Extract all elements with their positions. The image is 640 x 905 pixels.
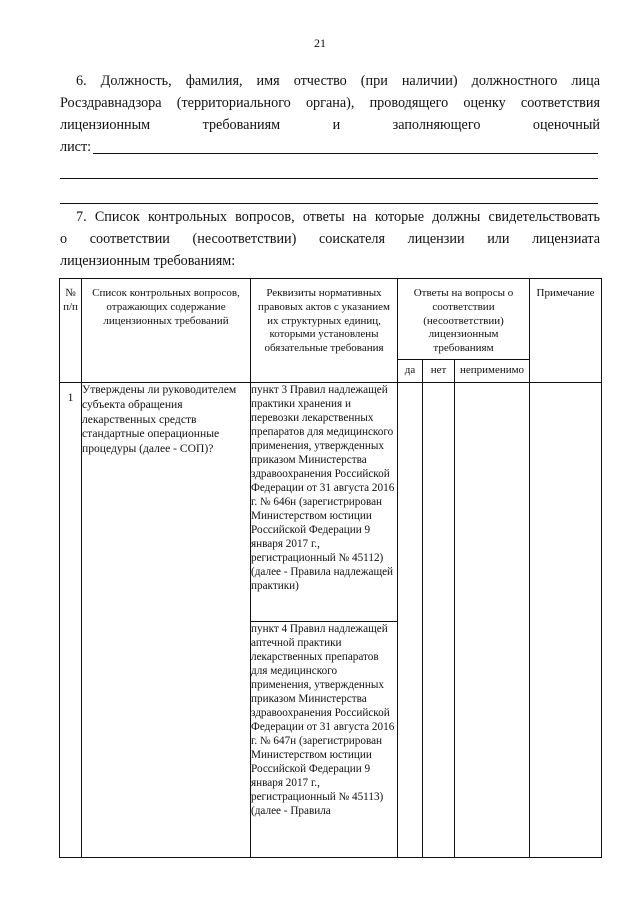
table-row xyxy=(60,383,602,622)
word: (несоответствии) xyxy=(192,231,297,247)
header-note: Примечание xyxy=(530,279,602,383)
section-6-line-1 xyxy=(60,70,600,92)
word: требованиям xyxy=(202,117,281,133)
word: и xyxy=(332,117,341,133)
word: соискателя xyxy=(319,231,385,247)
table-header-row xyxy=(60,279,602,360)
section-7-line-3: лицензионным требованиям: xyxy=(60,253,236,269)
row-1-requisite-2: пункт 4 Правил надлежащей аптечной практики лекарственных препаратов для медицинского применения, утвержденных приказом Министерства здравоохранения Российской Федерации от 31 августа 2016 г. № 647н (зарегистрирован Министерством юстиции Российской Федерации 9 января 2017 г., регистрационный № 45113) (далее - Правила xyxy=(251,622,398,858)
row-1-number: 1 xyxy=(60,383,82,858)
row-1-requisite-1: пункт 3 Правил надлежащей практики хранения и перевозки лекарственных препаратов для медицинского применения, утвержденных приказом Министерства здравоохранения Российской Федерации от 31 августа 2016 г. № 646н (зарегистрирован Министерством юстиции Российской Федерации 9 января 2017 г., регистрационный № 45112) (далее - Правила надлежащей практики) xyxy=(251,383,398,622)
word: оценочный xyxy=(532,117,601,133)
row-1-note-cell[interactable] xyxy=(530,383,602,858)
header-answers: Ответы на вопросы о соответствии (несоответствии) лицензионным требованиям xyxy=(398,279,530,360)
word: заполняющего xyxy=(392,117,481,133)
section-6-line-3 xyxy=(60,114,600,136)
checklist-table xyxy=(59,278,602,858)
official-name-blank-line-1[interactable] xyxy=(60,178,598,179)
section-7-line-1 xyxy=(60,206,600,228)
header-questions: Список контрольных вопросов, отражающих содержание лицензионных требований xyxy=(82,279,251,383)
official-name-fill-line[interactable] xyxy=(93,153,598,154)
section-7-line-2 xyxy=(60,228,600,250)
section-6-line-2: Росздравнадзора (территориального органа), проводящего оценку соответствия xyxy=(60,95,600,111)
row-1-question: Утверждены ли руководителем субъекта обращения лекарственных средств стандартные операционные процедуры (далее - СОП)? xyxy=(82,383,251,858)
section-6-line-1-text: 6. Должность, фамилия, имя отчество (при наличии) должностного лица xyxy=(76,73,600,89)
word: лицензии xyxy=(407,231,465,247)
page-number: 21 xyxy=(314,36,326,50)
official-name-blank-line-2[interactable] xyxy=(60,203,598,204)
section-7-line-1-text: 7. Список контрольных вопросов, ответы на которые должны свидетельствовать xyxy=(76,209,600,225)
header-number: № п/п xyxy=(60,279,82,383)
section-6-sheet-label: лист: xyxy=(60,139,92,155)
word: лицензионным xyxy=(60,117,151,133)
header-requisites: Реквизиты нормативных правовых актов с указанием их структурных единиц, которыми установлены обязательные требования xyxy=(251,279,398,383)
section-7-paragraph xyxy=(60,206,600,272)
row-1-answer-na-cell[interactable] xyxy=(455,383,530,858)
header-answer-no: нет xyxy=(423,360,455,383)
header-answer-yes: да xyxy=(398,360,423,383)
section-6-paragraph xyxy=(60,70,600,158)
word: соответствии xyxy=(89,231,170,247)
row-1-answer-no-cell[interactable] xyxy=(423,383,455,858)
word: лицензиата xyxy=(532,231,601,247)
word: или xyxy=(487,231,510,247)
row-1-answer-yes-cell[interactable] xyxy=(398,383,423,858)
header-answer-na: неприменимо xyxy=(455,360,530,383)
word: о xyxy=(60,231,68,247)
